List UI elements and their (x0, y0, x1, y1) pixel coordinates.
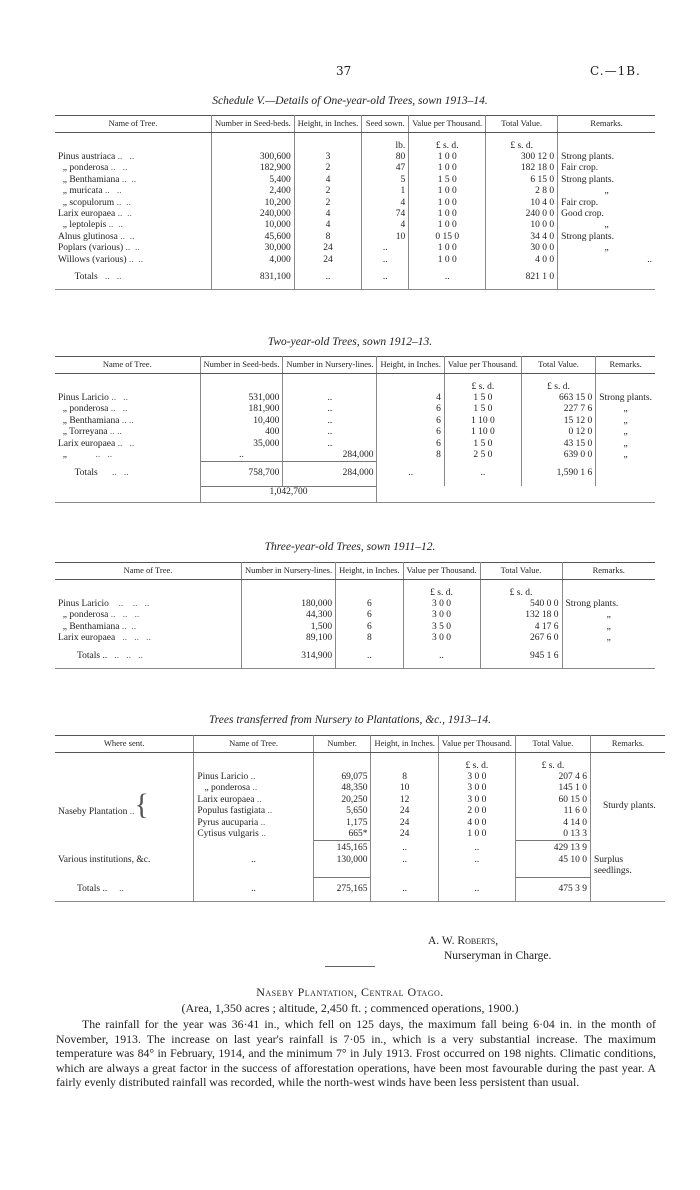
col-height: Height, in Inches. (371, 736, 438, 753)
total-cell: 267 6 0 (480, 633, 562, 644)
unit-label: £ s. d. (444, 382, 521, 393)
height-cell: 24 (294, 243, 361, 254)
table-row: Pyrus aucuparia .. 1,175 24 4 0 0 4 14 0 (55, 818, 665, 829)
number-cell: 48,350 (313, 783, 371, 794)
nursery-lines-cell: .. (283, 393, 377, 404)
remarks-cell: Strong plants. (558, 175, 655, 186)
height-cell: .. (336, 645, 403, 669)
height-cell: 2 (294, 186, 361, 197)
tree-name: „ Benthamiana (62, 174, 120, 185)
unit-label: lb. (362, 141, 409, 152)
height-cell: 12 (371, 795, 438, 806)
tree-name: „ ponderosa (204, 783, 251, 794)
height-cell: 24 (371, 829, 438, 841)
table-row: „ Benthamiana .. .. 1,500 6 3 5 0 4 17 6 „ (55, 622, 655, 633)
value-cell: 3 0 0 (403, 633, 480, 644)
page-number: 37 (336, 64, 352, 78)
col-value-per-thousand: Value per Thousand. (409, 116, 486, 133)
tree-name: Pyrus aucuparia (197, 817, 259, 828)
seed-cell: 5 (362, 175, 409, 186)
seed-cell: .. (362, 266, 409, 290)
value-cell: .. (438, 878, 515, 902)
tree-name: Pinus Laricio (58, 598, 109, 609)
height-cell: 10 (371, 783, 438, 794)
unit-label: £ s. d. (409, 141, 486, 152)
schedule-v-title: Schedule V.—Details of One-year-old Trees, sown 1913–14. (212, 95, 488, 107)
tree-name: „ ponderosa (62, 404, 109, 415)
value-cell: 1 0 0 (409, 163, 486, 174)
tree-name: Larix europaea (58, 633, 116, 644)
total-cell: 2 8 0 (486, 186, 558, 197)
value-cell: 1 0 0 (409, 255, 486, 266)
value-cell: 1 0 0 (409, 186, 486, 197)
height-cell: 6 (377, 427, 444, 438)
table-row: „ .. .. .. 284,000 8 2 5 0 639 0 0 „ (55, 450, 655, 462)
total-cell: 639 0 0 (521, 450, 595, 462)
tree-name: „ Torreyana (62, 427, 108, 438)
total-cell: 240 0 0 (486, 209, 558, 220)
value-cell: 1 5 0 (444, 393, 521, 404)
total-cell: 6 15 0 (486, 175, 558, 186)
col-total-value: Total Value. (521, 357, 595, 374)
tree-name: „ scopulorum (62, 197, 115, 208)
nursery-lines-cell: 284,000 (283, 450, 377, 462)
value-cell: 4 0 0 (438, 818, 515, 829)
number-cell: 240,000 (212, 209, 295, 220)
remarks-cell: „ (562, 610, 655, 621)
seed-cell: 10 (362, 232, 409, 243)
col-name-of-tree: Name of Tree. (55, 357, 200, 374)
col-total-value: Total Value. (515, 736, 590, 753)
col-height: Height, in Inches. (377, 357, 444, 374)
total-cell: 540 0 0 (480, 599, 562, 610)
tree-name: „ Benthamiana (62, 621, 120, 632)
subtotal-row (55, 841, 665, 855)
number-cell: 5,400 (212, 175, 295, 186)
signature-name: A. W. Roberts, (428, 935, 499, 947)
total-cell: 821 1 0 (486, 266, 558, 290)
total-cell: 4 14 0 (515, 818, 590, 829)
value-cell: 1 0 0 (409, 243, 486, 254)
tree-name: Larix europaea (58, 438, 116, 449)
tree-name: Willows (various) (58, 254, 127, 265)
col-seed-sown: Seed sown. (362, 116, 409, 133)
remarks-cell: Sturdy plants. (603, 800, 656, 811)
value-cell: 0 15 0 (409, 232, 486, 243)
nursery-lines-cell: 284,000 (283, 462, 377, 486)
tree-name: „ (62, 449, 67, 460)
col-name-of-tree: Name of Tree. (194, 736, 313, 753)
number-cell: 1,175 (313, 818, 371, 829)
tree-name: .. (194, 878, 313, 902)
table-row: Larix europaea .. .. .. 89,100 8 3 0 0 267 6 0 „ (55, 633, 655, 644)
totals-label: Totals .. (77, 650, 108, 661)
tree-name: „ leptolepis (62, 220, 107, 231)
seed-cell: 74 (362, 209, 409, 220)
number-cell: 45,600 (212, 232, 295, 243)
number-cell: 300,600 (212, 152, 295, 163)
tree-name: Pinus austriaca (58, 151, 116, 162)
remarks-cell: Fair crop. (558, 163, 655, 174)
remarks-cell: „ (562, 633, 655, 644)
total-cell: 45 10 0 (515, 855, 590, 878)
col-remarks: Remarks. (562, 563, 655, 580)
total-cell: 4 0 0 (486, 255, 558, 266)
height-cell: 24 (371, 806, 438, 817)
totals-label: Totals (74, 271, 98, 282)
total-cell: 663 15 0 (521, 393, 595, 404)
nursery-lines-cell: .. (283, 416, 377, 427)
value-cell: 2 5 0 (444, 450, 521, 462)
col-value-per-thousand: Value per Thousand. (444, 357, 521, 374)
nursery-lines-cell: .. (283, 404, 377, 415)
total-cell: 60 15 0 (515, 795, 590, 806)
tree-name: „ muricata (62, 186, 103, 197)
number-cell: 314,900 (242, 645, 336, 669)
totals-row: Totals .. .. .. 275,165 .. .. 475 3 9 (55, 878, 665, 902)
combined-total: 1,042,700 (269, 486, 308, 497)
section-divider (325, 966, 375, 967)
height-cell: 6 (377, 404, 444, 415)
document-reference: C.—1B. (590, 64, 641, 78)
three-year-old-trees-table (55, 562, 655, 669)
seed-beds-cell: 531,000 (200, 393, 283, 404)
value-cell: 1 0 0 (438, 829, 515, 841)
seed-beds-cell: .. (200, 450, 283, 462)
totals-row: Totals .. .. 758,700 284,000 .. .. 1,590 1 6 (55, 462, 655, 486)
remarks-cell: Strong plants. (558, 232, 655, 243)
total-cell: 11 6 0 (515, 806, 590, 817)
col-height: Height, in Inches. (336, 563, 403, 580)
seed-cell: 47 (362, 163, 409, 174)
unit-label: £ s. d. (515, 761, 590, 772)
remarks-cell: Strong plants. (596, 393, 655, 404)
three-year-old-title: Three-year-old Trees, sown 1911–12. (264, 541, 436, 553)
col-number: Number. (313, 736, 371, 753)
section-heading: Naseby Plantation, Central Otago. (256, 985, 444, 999)
height-cell: .. (377, 462, 444, 486)
total-cell: 10 4 0 (486, 198, 558, 209)
tree-name: Poplars (various) (58, 243, 124, 254)
height-cell: 4 (294, 209, 361, 220)
tree-name: Larix europaea (197, 794, 255, 805)
seed-beds-cell: 758,700 (200, 462, 283, 486)
table-row: „ muricata .. .. 2,400 2 1 1 0 0 2 8 0 „ (55, 186, 655, 197)
table-row: „ ponderosa .. .. 181,900 .. 6 1 5 0 227 7 6 „ (55, 404, 655, 415)
seed-cell: 1 (362, 186, 409, 197)
table-row: „ ponderosa .. .. .. 44,300 6 3 0 0 132 18 0 „ (55, 610, 655, 621)
total-cell: 0 13 3 (515, 829, 590, 841)
col-number-in-seed-beds: Number in Seed-beds. (212, 116, 295, 133)
seed-cell: 4 (362, 198, 409, 209)
table-row: „ Torreyana .. .. 400 .. 6 1 10 0 0 12 0 „ (55, 427, 655, 438)
height-cell: 2 (294, 198, 361, 209)
value-cell: .. (444, 462, 521, 486)
number-cell: 665* (313, 829, 371, 841)
table-row: Cytisus vulgaris .. 665* 24 1 0 0 0 13 3 (55, 829, 665, 841)
table-row: Larix europaea .. 20,250 12 3 0 0 60 15 0 (55, 795, 665, 806)
remarks-cell: „ (558, 220, 655, 231)
value-cell: 3 0 0 (438, 783, 515, 794)
tree-name: Cytisus vulgaris (197, 828, 259, 839)
unit-label: £ s. d. (403, 588, 480, 599)
tree-name: Pinus Laricio (197, 771, 249, 782)
number-cell: 2,400 (212, 186, 295, 197)
height-cell: .. (371, 855, 438, 878)
total-cell: 1,590 1 6 (521, 462, 595, 486)
col-total-value: Total Value. (486, 116, 558, 133)
two-year-old-title: Two-year-old Trees, sown 1912–13. (267, 336, 433, 348)
value-cell: 1 10 0 (444, 427, 521, 438)
value-cell: .. (438, 855, 515, 878)
seed-beds-cell: 10,400 (200, 416, 283, 427)
height-cell: 3 (294, 152, 361, 163)
total-cell: 0 12 0 (521, 427, 595, 438)
remarks-cell: „ (562, 622, 655, 633)
value-cell: 1 5 0 (409, 175, 486, 186)
seed-beds-cell: 181,900 (200, 404, 283, 415)
col-value-per-thousand: Value per Thousand. (438, 736, 515, 753)
nursery-lines-cell: .. (283, 427, 377, 438)
number-cell: 44,300 (242, 610, 336, 621)
transferred-trees-table (55, 735, 665, 902)
height-cell: 24 (294, 255, 361, 266)
col-name-of-tree: Name of Tree. (55, 116, 212, 133)
nursery-lines-cell: .. (283, 439, 377, 450)
value-cell: 3 5 0 (403, 622, 480, 633)
totals-label: Totals .. (77, 883, 108, 894)
remarks-cell: Strong plants. (558, 152, 655, 163)
number-cell: 10,200 (212, 198, 295, 209)
table-row: „ ponderosa .. 48,350 10 3 0 0 145 1 0 (55, 783, 665, 794)
value-cell: 1 0 0 (409, 152, 486, 163)
height-cell: 8 (336, 633, 403, 644)
table-row: „ Benthamiana .. .. 10,400 .. 6 1 10 0 15 12 0 „ (55, 416, 655, 427)
total-cell: 30 0 0 (486, 243, 558, 254)
value-cell: 3 0 0 (403, 599, 480, 610)
table-row: Pinus Laricio .. .. .. 180,000 6 3 0 0 540 0 0 Strong plants. (55, 599, 655, 610)
remarks-cell: .. (558, 255, 655, 266)
height-cell: .. (371, 841, 438, 855)
one-year-old-trees-table (55, 115, 655, 290)
number-cell: 69,075 (313, 772, 371, 783)
total-cell: 43 15 0 (521, 439, 595, 450)
tree-name: „ Benthamiana (62, 415, 120, 426)
remarks-cell: „ (558, 186, 655, 197)
section-subheading: (Area, 1,350 acres ; altitude, 2,450 ft. ; commenced operations, 1900.) (181, 1001, 519, 1015)
table-row (55, 855, 665, 878)
table-row: Poplars (various) .. .. 30,000 24 .. 1 0 0 30 0 0 „ (55, 243, 655, 254)
unit-label: £ s. d. (480, 588, 562, 599)
remarks-cell: „ (558, 243, 655, 254)
where-sent-cell: Various institutions, &c. (58, 854, 151, 865)
table-row: Larix europaea .. .. 35,000 .. 6 1 5 0 43 15 0 „ (55, 439, 655, 450)
where-sent-cell: Naseby Plantation (58, 806, 128, 817)
height-cell: 6 (336, 599, 403, 610)
remarks-cell: „ (596, 404, 655, 415)
number-cell: 30,000 (212, 243, 295, 254)
number-cell: 4,000 (212, 255, 295, 266)
transferred-trees-title: Trees transferred from Nursery to Plantations, &c., 1913–14. (208, 714, 492, 726)
total-cell: 429 13 9 (515, 841, 590, 855)
number-cell: 5,650 (313, 806, 371, 817)
unit-label: £ s. d. (438, 761, 515, 772)
tree-name: Alnus glutinosa (58, 231, 118, 242)
value-cell: 1 0 0 (409, 220, 486, 231)
value-cell: 1 10 0 (444, 416, 521, 427)
remarks-cell: Surplus seedlings. (591, 855, 666, 878)
table-row: „ scopulorum .. .. 10,200 2 4 1 0 0 10 4 0 Fair crop. (55, 198, 655, 209)
total-cell: 145 1 0 (515, 783, 590, 794)
value-cell: 3 0 0 (403, 610, 480, 621)
totals-row: Totals .. .. 831,100 .. .. .. 821 1 0 (55, 266, 655, 290)
col-number-in-seed-beds: Number in Seed-beds. (200, 357, 283, 374)
seed-beds-cell: 400 (200, 427, 283, 438)
total-cell: 4 17 6 (480, 622, 562, 633)
col-height: Height, in Inches. (294, 116, 361, 133)
total-cell: 207 4 6 (515, 772, 590, 783)
two-year-old-trees-table (55, 356, 655, 503)
total-cell: 34 4 0 (486, 232, 558, 243)
total-cell: 945 1 6 (480, 645, 562, 669)
table-row: „ Benthamiana .. .. 5,400 4 5 1 5 0 6 15 0 Strong plants. (55, 175, 655, 186)
col-number-in-nursery-lines: Number in Nursery-lines. (283, 357, 377, 374)
col-remarks: Remarks. (591, 736, 666, 753)
total-cell: 15 12 0 (521, 416, 595, 427)
signature-role: Nurseryman in Charge. (444, 950, 552, 962)
height-cell: 6 (336, 610, 403, 621)
tree-name: Larix europaea (58, 208, 116, 219)
height-cell: 6 (377, 416, 444, 427)
tree-name: .. (194, 855, 313, 878)
height-cell: .. (371, 878, 438, 902)
height-cell: 2 (294, 163, 361, 174)
total-cell: 182 18 0 (486, 163, 558, 174)
table-row: „ ponderosa .. .. 182,900 2 47 1 0 0 182 18 0 Fair crop. (55, 163, 655, 174)
table-row: Pinus Laricio .. .. 531,000 .. 4 1 5 0 663 15 0 Strong plants. (55, 393, 655, 404)
remarks-cell: „ (596, 416, 655, 427)
number-cell: 180,000 (242, 599, 336, 610)
tree-name: „ ponderosa (62, 163, 109, 174)
height-cell: 4 (377, 393, 444, 404)
number-cell: 20,250 (313, 795, 371, 806)
total-cell: 10 0 0 (486, 220, 558, 231)
number-cell: 89,100 (242, 633, 336, 644)
col-remarks: Remarks. (558, 116, 655, 133)
number-cell: 831,100 (212, 266, 295, 290)
remarks-cell: „ (596, 439, 655, 450)
seed-beds-cell: 35,000 (200, 439, 283, 450)
table-row: Populus fastigiata .. 5,650 24 2 0 0 11 6 0 (55, 806, 665, 817)
total-cell: 132 18 0 (480, 610, 562, 621)
remarks-cell: „ (596, 450, 655, 462)
number-cell: 1,500 (242, 622, 336, 633)
tree-name: Populus fastigiata (197, 806, 266, 817)
table-row: Pinus austriaca .. .. 300,600 3 80 1 0 0 300 12 0 Strong plants. (55, 152, 655, 163)
height-cell: 8 (371, 772, 438, 783)
table-row: „ leptolepis .. .. 10,000 4 4 1 0 0 10 0 0 „ (55, 220, 655, 231)
value-cell: 2 0 0 (438, 806, 515, 817)
col-where-sent: Where sent. (55, 736, 194, 753)
table-row: Larix europaea .. .. 240,000 4 74 1 0 0 240 0 0 Good crop. (55, 209, 655, 220)
table-row: Alnus glutinosa .. .. 45,600 8 10 0 15 0 34 4 0 Strong plants. (55, 232, 655, 243)
col-name-of-tree: Name of Tree. (55, 563, 242, 580)
height-cell: 4 (294, 175, 361, 186)
value-cell: 1 0 0 (409, 198, 486, 209)
unit-label: £ s. d. (486, 141, 558, 152)
total-cell: 227 7 6 (521, 404, 595, 415)
totals-row: Totals .. .. .. .. 314,900 .. .. 945 1 6 (55, 645, 655, 669)
value-cell: .. (409, 266, 486, 290)
value-cell: 1 5 0 (444, 439, 521, 450)
seed-cell: 4 (362, 220, 409, 231)
remarks-cell: „ (596, 427, 655, 438)
height-cell: 8 (294, 232, 361, 243)
value-cell: .. (403, 645, 480, 669)
value-cell: 3 0 0 (438, 772, 515, 783)
table-row: Willows (various) .. .. 4,000 24 .. 1 0 0 4 0 0 .. (55, 255, 655, 266)
remarks-cell: Strong plants. (562, 599, 655, 610)
number-cell: 182,900 (212, 163, 295, 174)
remarks-cell: Good crop. (558, 209, 655, 220)
value-cell: .. (438, 841, 515, 855)
seed-cell: 80 (362, 152, 409, 163)
tree-name: Pinus Laricio (58, 392, 109, 403)
seed-cell: .. (362, 255, 409, 266)
height-cell: 6 (336, 622, 403, 633)
height-cell: .. (294, 266, 361, 290)
height-cell: 6 (377, 439, 444, 450)
height-cell: 4 (294, 220, 361, 231)
height-cell: 24 (371, 818, 438, 829)
seed-cell: .. (362, 243, 409, 254)
col-value-per-thousand: Value per Thousand. (403, 563, 480, 580)
number-cell: 145,165 (313, 841, 371, 855)
totals-label: Totals (74, 467, 98, 478)
number-cell: 275,165 (313, 878, 371, 902)
unit-label: £ s. d. (521, 382, 595, 393)
total-cell: 475 3 9 (515, 878, 590, 902)
total-cell: 300 12 0 (486, 152, 558, 163)
section-paragraph: The rainfall for the year was 36·41 in., which fell on 125 days, the maximum fall being 6·04 in. in the month of November, 1913. The increase on last year's rainfall is 7·05 in., which is a very substantial increase. The maximum temperature was 84° in February, 1914, and the minimum 7° in July 1913. Frost occurred on 198 nights. Climatic conditions, which are always a great factor in the success of afforestation operations, have been most favourable during the past year. A fairly evenly distributed rainfall was recorded, while the north-west winds have been less persistent than usual. (56, 1017, 656, 1090)
col-number-in-nursery-lines: Number in Nursery-lines. (242, 563, 336, 580)
col-total-value: Total Value. (480, 563, 562, 580)
height-cell: 8 (377, 450, 444, 462)
value-cell: 1 0 0 (409, 209, 486, 220)
tree-name: „ ponderosa (62, 610, 109, 621)
number-cell: 10,000 (212, 220, 295, 231)
number-cell: 130,000 (313, 855, 371, 878)
value-cell: 1 5 0 (444, 404, 521, 415)
col-remarks: Remarks. (596, 357, 655, 374)
table-row: Naseby Plantation ..{ Pinus Laricio .. 69,075 8 3 0 0 207 4 6 Sturdy plants. (55, 772, 665, 783)
value-cell: 3 0 0 (438, 795, 515, 806)
remarks-cell: Fair crop. (558, 198, 655, 209)
